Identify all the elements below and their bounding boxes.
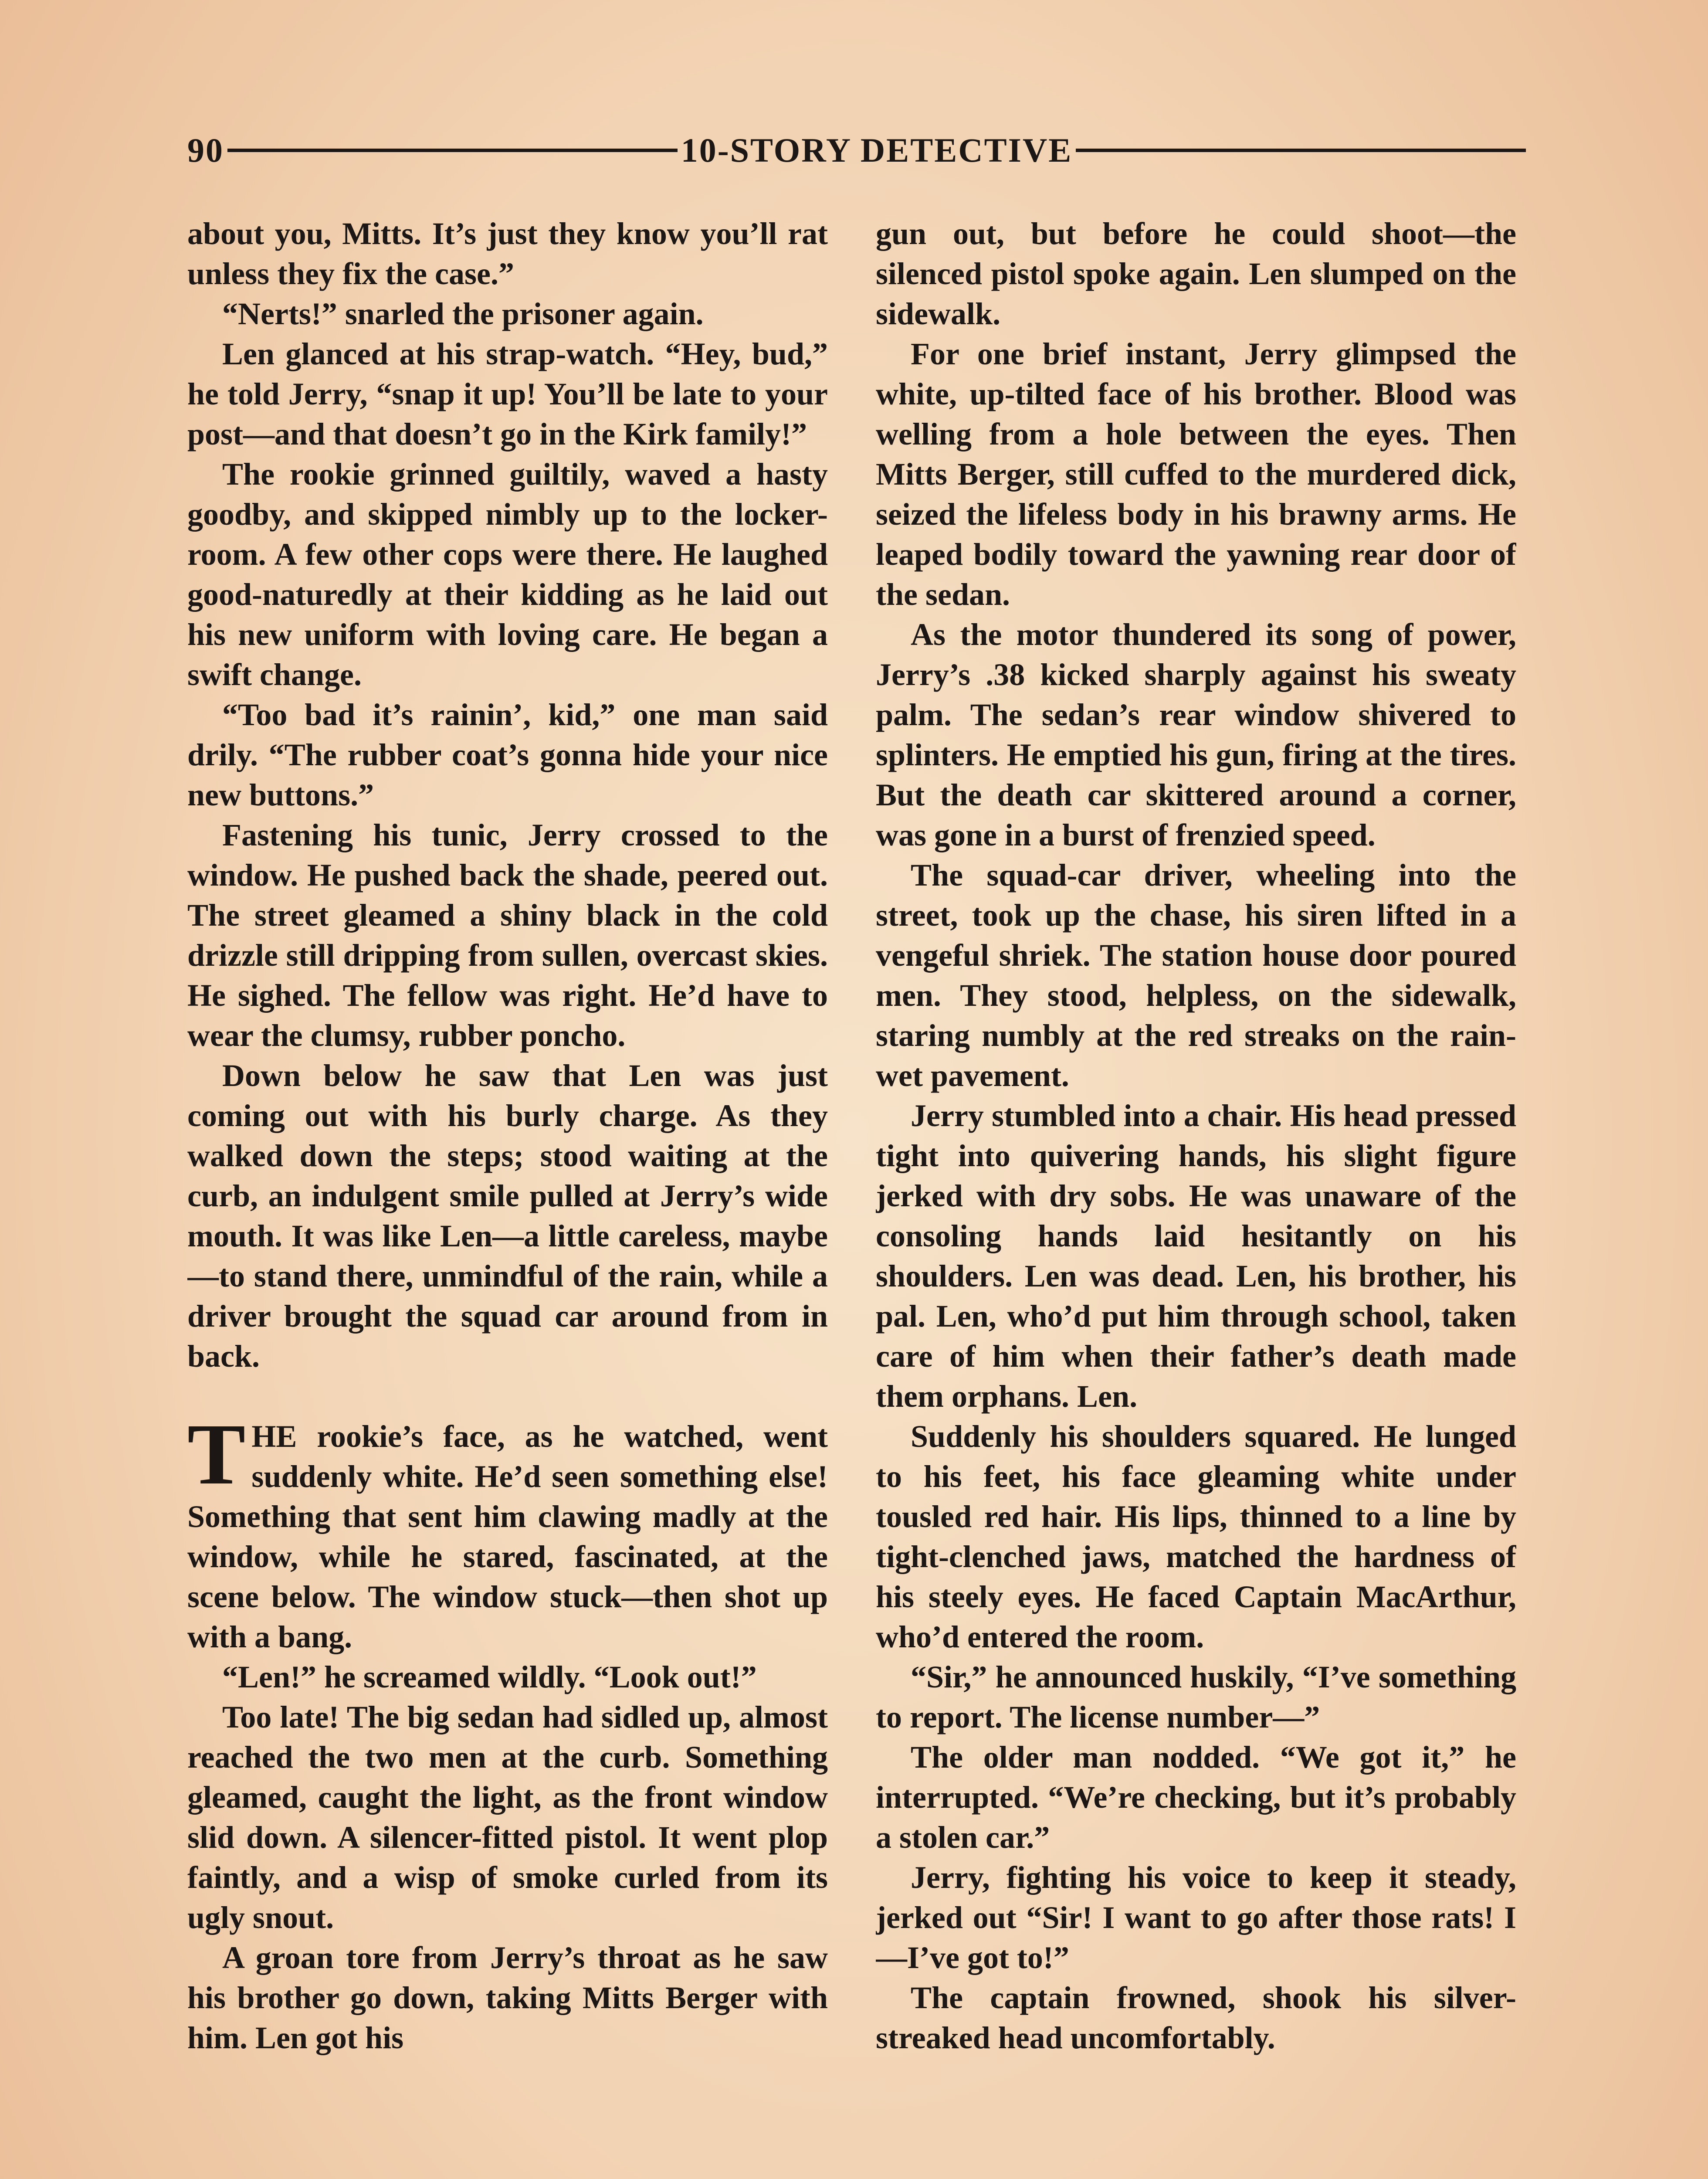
page-number: 90 (187, 131, 224, 169)
paragraph: As the motor thundered its song of power, Jerry’s .38 kicked sharply against his sweaty palm. The sedan’s rear window shivered to splinters. He emptied his gun, firing at the tires. But the death car skittered around a corner, was gone in a burst of frenzied speed. (876, 617, 1516, 852)
paragraph: Suddenly his shoulders squared. He lunged to his feet, his face gleaming white under tousled red hair. His lips, thinned to a line by tight-clenched jaws, matched the hardness of his steely eyes. He faced Captain MacArthur, who’d entered the room. (876, 1419, 1516, 1654)
paragraph: Fastening his tunic, Jerry crossed to the window. He pushed back the shade, peered out. The street gleamed a shiny black in the cold drizzle still dripping from sullen, overcast skies. He sighed. The fellow was right. He’d have to wear the clumsy, rubber poncho. (187, 818, 828, 1053)
paragraph: Len glanced at his strap-watch. “Hey, bud,” he told Jerry, “snap it up! You’ll be late to your post—and that doesn’t go in the Kirk family!” (187, 336, 828, 451)
magazine-title: 10-STORY DETECTIVE (681, 131, 1073, 169)
paragraph: The rookie grinned guiltily, waved a hasty goodby, and skipped nimbly up to the locker-room. A few other cops were there. He laughed good-naturedly at their kidding as he laid out his new uniform with loving care. He began a swift change. (187, 457, 828, 692)
page-header (187, 126, 1529, 174)
section-start-text: HE rookie’s face, as he watched, went suddenly white. He’d seen something else! Something that sent him clawing madly at the window, while he stared, fascinated, at the scene below. The window stuck—then shot up with a bang. (187, 1419, 828, 1654)
section-start-paragraph (187, 1406, 828, 1657)
header-rule-left (227, 149, 678, 152)
paragraph: The captain frowned, shook his silver-streaked head uncomfortably. (876, 1980, 1516, 2055)
paragraph: Jerry stumbled into a chair. His head pressed tight into quivering hands, his slight figure jerked with dry sobs. He was unaware of the consoling hands laid hesitantly on his shoulders. Len was dead. Len, his brother, his pal. Len, who’d put him through school, taken care of him when their father’s death made them orphans. Len. (876, 1098, 1516, 1414)
paragraph: “Sir,” he announced huskily, “I’ve something to report. The license number—” (876, 1660, 1516, 1734)
paragraph: Jerry, fighting his voice to keep it steady, jerked out “Sir! I want to go after those rats! I—I’ve got to!” (876, 1860, 1516, 1975)
paragraph: The squad-car driver, wheeling into the street, took up the chase, his siren lifted in a vengeful shriek. The station house door poured men. They stood, helpless, on the sidewalk, staring numbly at the red streaks on the rain-wet pavement. (876, 858, 1516, 1093)
paragraph: “Len!” he screamed wildly. “Look out!” (222, 1660, 757, 1694)
text-column-left (187, 214, 828, 2179)
paragraph: “Nerts!” snarled the prisoner again. (222, 296, 704, 331)
paragraph: The older man nodded. “We got it,” he interrupted. “We’re checking, but it’s probably a stolen car.” (876, 1740, 1516, 1855)
drop-cap: T (187, 1406, 246, 1503)
header-rule-right (1076, 149, 1526, 152)
paragraph: Too late! The big sedan had sidled up, almost reached the two men at the curb. Something gleamed, caught the light, as the front window slid down. A silencer-fitted pistol. It went plop faintly, and a wisp of smoke curled from its ugly snout. (187, 1700, 828, 1935)
paragraph: Down below he saw that Len was just coming out with his burly charge. As they walked down the steps; stood waiting at the curb, an indulgent smile pulled at Jerry’s wide mouth. It was like Len—a little careless, maybe—to stand there, unmindful of the rain, while a driver brought the squad car around from in back. (187, 1058, 828, 1374)
paragraph: For one brief instant, Jerry glimpsed the white, up-tilted face of his brother. Blood was welling from a hole between the eyes. Then Mitts Berger, still cuffed to the murdered dick, seized the lifeless body in his brawny arms. He leaped bodily toward the yawning rear door of the sedan. (876, 336, 1516, 612)
text-column-right (876, 214, 1516, 2179)
paragraph: A groan tore from Jerry’s throat as he saw his brother go down, taking Mitts Berger with him. Len got his (187, 1940, 828, 2055)
paragraph: “Too bad it’s rainin’, kid,” one man said drily. “The rubber coat’s gonna hide your nice new buttons.” (187, 697, 828, 812)
paragraph: gun out, but before he could shoot—the silenced pistol spoke again. Len slumped on the sidewalk. (876, 216, 1516, 331)
paragraph: about you, Mitts. It’s just they know you’ll rat unless they fix the case.” (187, 216, 828, 291)
